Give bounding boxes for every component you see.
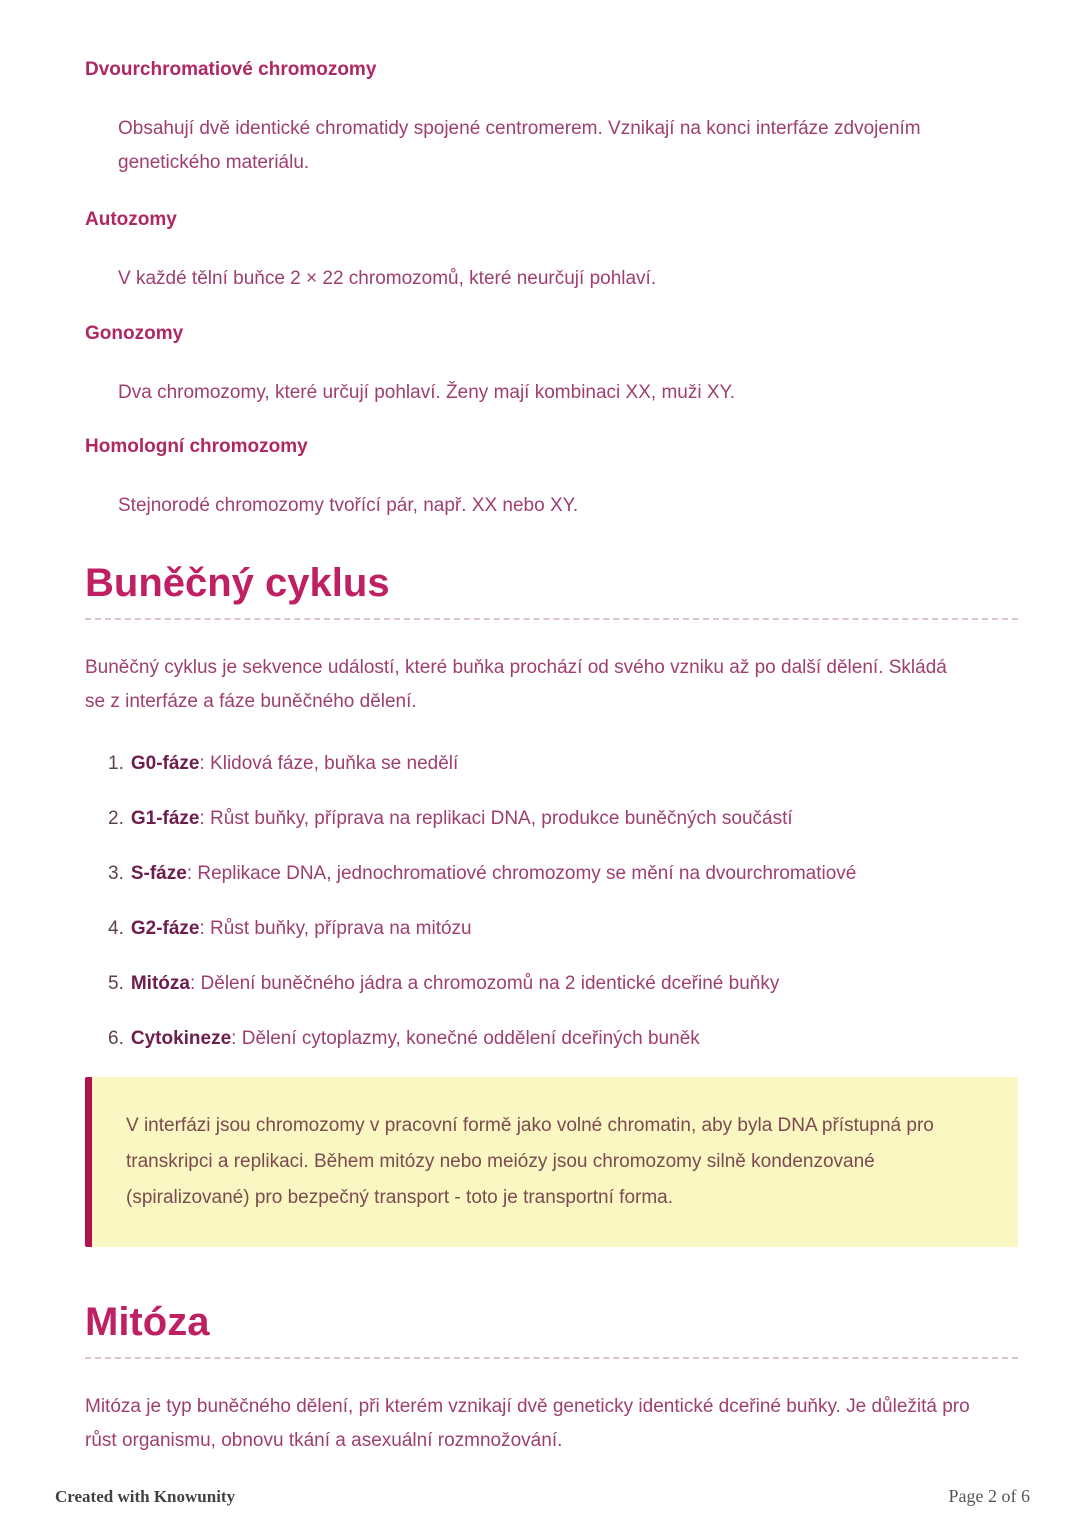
- list-number: 4.: [108, 918, 124, 939]
- list-number: 2.: [108, 808, 124, 829]
- phase-term: Cytokineze: [130, 1028, 232, 1049]
- phase-term: G2-fáze: [130, 918, 200, 939]
- subsection-heading-homologni: Homologní chromozomy: [85, 436, 308, 457]
- subsection-heading-dvourchromatiove: Dvourchromatiové chromozomy: [85, 59, 377, 80]
- cell-cycle-intro: Buněčný cyklus je sekvence událostí, které buňka prochází od svého vzniku až po další dělení. Skládá se z interfáze a fáze buněčného dělení.: [85, 657, 947, 712]
- footer-page-number: Page 2 of 6: [948, 1486, 1030, 1506]
- list-number: 3.: [108, 863, 124, 884]
- mitosis-title: Mitóza: [85, 1299, 1018, 1359]
- subsection-body-dvourchromatiove: Obsahují dvě identické chromatidy spojené centromerem. Vznikají na konci interfáze zdvojením genetického materiálu.: [118, 118, 921, 173]
- phase-term: G0-fáze: [130, 753, 200, 774]
- list-item-cytokineze-phase: [108, 1022, 1018, 1056]
- list-item-g2-phase: [108, 912, 1018, 946]
- list-item-g1-phase: [108, 802, 1018, 836]
- phase-description: : Růst buňky, příprava na replikaci DNA, produkce buněčných součástí: [199, 808, 793, 829]
- callout-text: V interfázi jsou chromozomy v pracovní formě jako volné chromatin, aby byla DNA přístupná pro transkripci a replikaci. Během mitózy nebo meiózy jsou chromozomy silně kondenzované (spiralizované) pro bezpečný transport - toto je transportní forma.: [126, 1115, 934, 1208]
- phase-description: : Klidová fáze, buňka se nedělí: [199, 753, 459, 774]
- page-footer: [55, 1486, 1030, 1507]
- phase-description: : Replikace DNA, jednochromatiové chromozomy se mění na dvourchromatiové: [186, 863, 857, 884]
- list-item-g0-phase: [108, 747, 1018, 781]
- subsection-heading-gonozomy: Gonozomy: [85, 323, 184, 344]
- interphase-callout-box: [85, 1077, 1018, 1247]
- list-item-mitoza-phase: [108, 967, 1018, 1001]
- list-number: 5.: [108, 973, 124, 994]
- list-number: 1.: [108, 753, 124, 774]
- footer-brand-text: Created with Knowunity: [55, 1487, 236, 1506]
- phase-term: G1-fáze: [130, 808, 200, 829]
- phase-term: Mitóza: [130, 973, 190, 994]
- cell-cycle-title: Buněčný cyklus: [85, 560, 1018, 620]
- cell-cycle-phase-list: [108, 747, 1018, 1056]
- subsection-body-autozomy: V každé tělní buňce 2 × 22 chromozomů, které neurčují pohlaví.: [118, 268, 657, 289]
- subsection-body-homologni: Stejnorodé chromozomy tvořící pár, např. XX nebo XY.: [118, 495, 579, 516]
- phase-description: : Dělení cytoplazmy, konečné oddělení dceřiných buněk: [231, 1028, 700, 1049]
- list-item-s-phase: [108, 857, 1018, 891]
- phase-description: : Růst buňky, příprava na mitózu: [199, 918, 472, 939]
- phase-description: : Dělení buněčného jádra a chromozomů na 2 identické dceřiné buňky: [189, 973, 780, 994]
- subsection-body-gonozomy: Dva chromozomy, které určují pohlaví. Ženy mají kombinaci XX, muži XY.: [118, 382, 736, 403]
- list-number: 6.: [108, 1028, 124, 1049]
- phase-term: S-fáze: [130, 863, 187, 884]
- mitosis-intro: Mitóza je typ buněčného dělení, při kterém vznikají dvě geneticky identické dceřiné buňky. Je důležitá pro růst organismu, obnovu tkání a asexuální rozmnožování.: [85, 1396, 970, 1451]
- subsection-heading-autozomy: Autozomy: [85, 209, 177, 230]
